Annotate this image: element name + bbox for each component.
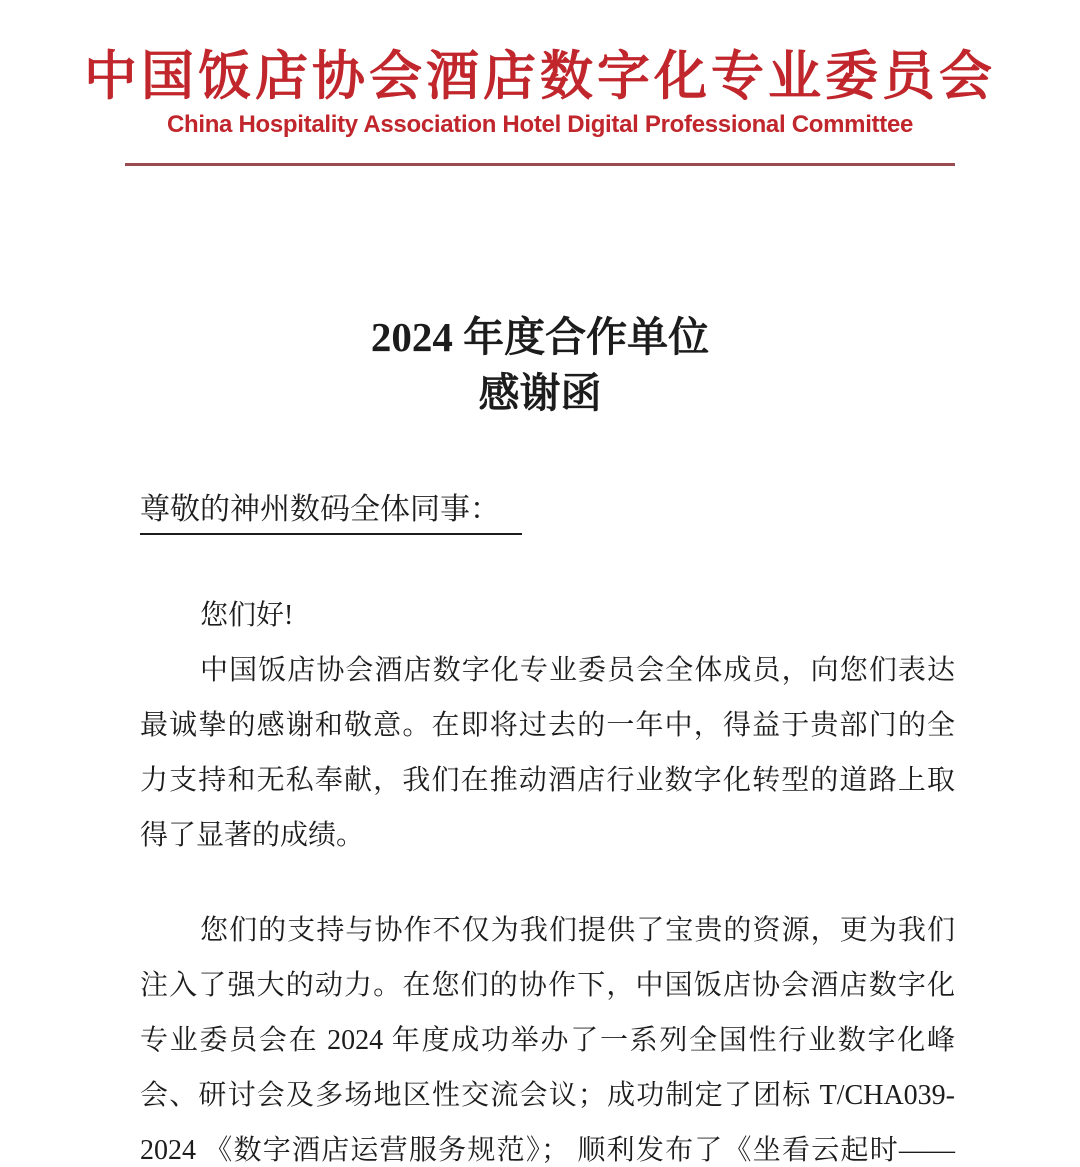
salutation: [140, 490, 522, 535]
body-line: 会、研讨会及多场地区性交流会议；成功制定了团标 T/CHA039-: [140, 1080, 955, 1111]
letterhead-divider: [125, 163, 955, 166]
body-line: 力支持和无私奉献，我们在推动酒店行业数字化转型的道路上取: [140, 765, 955, 796]
body-line: 最诚挚的感谢和敬意。在即将过去的一年中，得益于贵部门的全: [140, 710, 955, 741]
body-line: 中国饭店协会酒店数字化专业委员会全体成员，向您们表达: [200, 655, 955, 686]
letterhead-title-zh: 中国饭店协会酒店数字化专业委员会: [84, 48, 996, 106]
letter-title-line2: 感谢函: [478, 370, 602, 416]
body-line: 您们的支持与协作不仅为我们提供了宝贵的资源，更为我们: [200, 915, 955, 946]
body-line: 2024 《数字酒店运营服务规范》； 顺利发布了《坐看云起时——: [140, 1135, 955, 1166]
body-line: 注入了强大的动力。在您们的协作下，中国饭店协会酒店数字化: [140, 970, 955, 1001]
letter-title-line1: 2024 年度合作单位: [370, 314, 710, 360]
body-line: 您们好!: [200, 600, 294, 631]
paragraph-gap: [140, 863, 955, 903]
letterhead-title-en: China Hospitality Association Hotel Digital Professional Committee: [166, 111, 914, 138]
salutation-text: 尊敬的神州数码全体同事：: [140, 490, 522, 535]
letter-body: [140, 588, 955, 1167]
body-line: 专业委员会在 2024 年度成功举办了一系列全国性行业数字化峰: [140, 1025, 955, 1056]
body-line: 得了显著的成绩。: [140, 820, 365, 851]
